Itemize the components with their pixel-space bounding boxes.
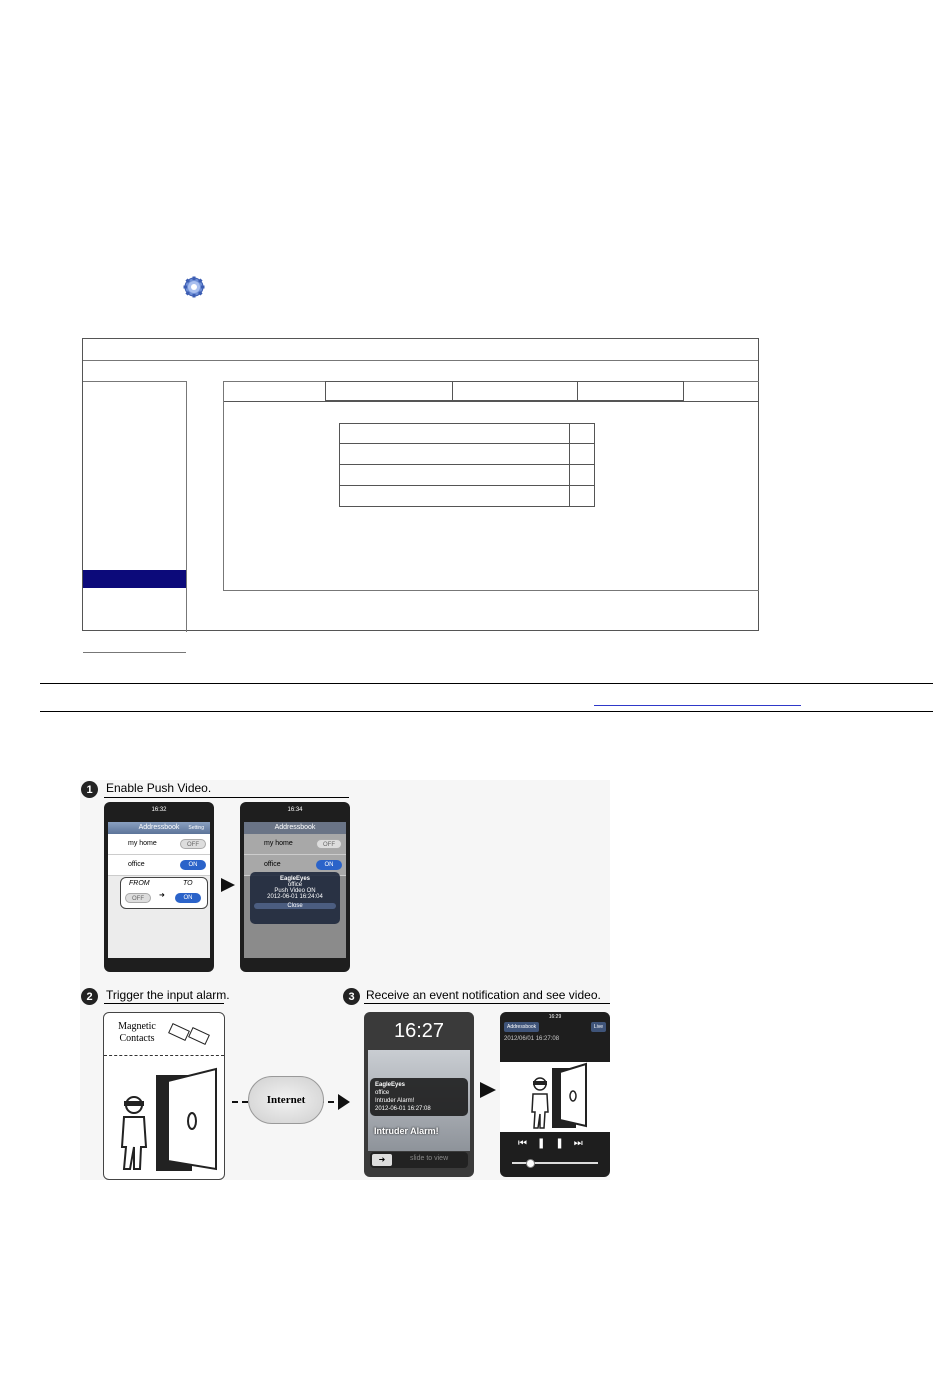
notification-app: EagleEyes (375, 1082, 406, 1088)
alert-text: Intruder Alarm! (374, 1126, 439, 1136)
tab-3[interactable] (577, 381, 684, 401)
play-arrow-icon (219, 876, 237, 894)
list-item[interactable] (108, 855, 210, 876)
note-bottom-rule (40, 711, 933, 712)
push-toggle[interactable]: ON (180, 860, 206, 870)
step-3-label: Receive an event notification and see video. (366, 988, 601, 1002)
push-dialog (250, 872, 340, 924)
slider-arrow-icon[interactable]: ➜ (372, 1154, 392, 1166)
push-toggle: ON (316, 860, 342, 870)
nav-title: Addressbook (138, 824, 180, 831)
settings-panel (223, 381, 759, 591)
list-item (244, 834, 346, 855)
note-top-rule (40, 683, 933, 684)
step-2-underline (104, 1003, 224, 1004)
notification-datetime: 2012-06-01 16:27:08 (375, 1106, 431, 1112)
play-arrow-icon (478, 1080, 498, 1100)
setting-button[interactable]: Setting (188, 825, 204, 831)
dialog-device: office (287, 882, 303, 888)
slider-text: slide to view (410, 1155, 449, 1162)
progress-thumb[interactable] (526, 1159, 535, 1168)
tab-strip (224, 401, 759, 402)
progress-track[interactable] (512, 1162, 598, 1164)
status-time: 16:29 (548, 1014, 562, 1020)
notification-device: office (375, 1090, 390, 1096)
step-1-label: Enable Push Video. (106, 781, 212, 795)
table-row[interactable] (339, 423, 595, 444)
options-table (339, 423, 595, 507)
gear-icon (183, 276, 205, 298)
notification-message: Intruder Alarm! (375, 1098, 415, 1104)
tab-1[interactable] (325, 381, 453, 401)
sensor-label: Magnetic Contacts (118, 1021, 156, 1044)
magnetic-contacts-icon (166, 1017, 216, 1051)
to-label: TO (183, 880, 193, 887)
nav-title: Addressbook (274, 824, 316, 831)
entry-name: my home (264, 840, 293, 847)
step-3-number: 3 (343, 988, 360, 1005)
playback-controls[interactable] (518, 1138, 593, 1149)
push-toggle[interactable]: OFF (180, 839, 206, 849)
unlock-slider[interactable] (370, 1152, 468, 1168)
phone-addressbook (104, 802, 214, 972)
step-1-number: 1 (81, 781, 98, 798)
rewind-icon[interactable]: ⏮ (518, 1138, 537, 1149)
pause-icon[interactable]: ❚❚ (537, 1138, 574, 1149)
step-2-number: 2 (81, 988, 98, 1005)
dialog-datetime: 2012-06-01 16:24:04 (267, 894, 323, 900)
entry-name: office (128, 861, 145, 868)
phone-push-on (240, 802, 350, 972)
divider (104, 1055, 224, 1056)
dialog-title: EagleEyes (279, 876, 311, 882)
intruder-door-icon (108, 1065, 220, 1175)
lock-clock: 16:27 (393, 1020, 445, 1042)
to-toggle: ON (175, 893, 201, 903)
step-3-underline (364, 1003, 610, 1004)
dialog-message: Push Video ON (274, 888, 316, 894)
entry-name: office (264, 861, 281, 868)
table-row[interactable] (339, 444, 595, 465)
link-underline[interactable] (594, 705, 801, 706)
list-item[interactable] (108, 834, 210, 855)
entry-name: my home (128, 840, 157, 847)
notification-card[interactable] (370, 1078, 468, 1116)
intruder-door-icon (500, 1062, 610, 1132)
table-row[interactable] (339, 486, 595, 507)
toggle-callout (120, 877, 208, 909)
from-toggle: OFF (125, 893, 151, 903)
arrow-icon: ➜ (159, 892, 165, 899)
phone-lockscreen (364, 1012, 474, 1177)
settings-window (82, 338, 759, 631)
phone-video-player (500, 1012, 610, 1177)
push-video-illustration (80, 780, 610, 1180)
status-time: 16:34 (287, 807, 303, 813)
push-toggle: OFF (316, 839, 342, 849)
selected-menu-item[interactable] (83, 570, 186, 588)
fast-forward-icon[interactable]: ⏭ (573, 1138, 593, 1149)
internet-cloud: Internet (248, 1076, 324, 1124)
step-2-label: Trigger the input alarm. (106, 988, 230, 1002)
tab-2[interactable] (452, 381, 578, 401)
step-1-underline (104, 797, 349, 798)
settings-menu (83, 381, 187, 632)
live-button[interactable]: Live (591, 1022, 606, 1032)
back-button[interactable]: Addressbook (504, 1022, 539, 1032)
nav-bar (108, 822, 210, 834)
alarm-scene (103, 1012, 225, 1180)
table-row[interactable] (339, 465, 595, 486)
menu-divider (83, 652, 186, 653)
close-button[interactable]: Close (254, 903, 336, 909)
video-frame (500, 1062, 610, 1132)
status-time: 16:32 (151, 807, 167, 813)
video-timestamp: 2012/06/01 16:27:08 (504, 1036, 560, 1042)
from-label: FROM (129, 880, 150, 887)
title-divider (83, 360, 758, 361)
